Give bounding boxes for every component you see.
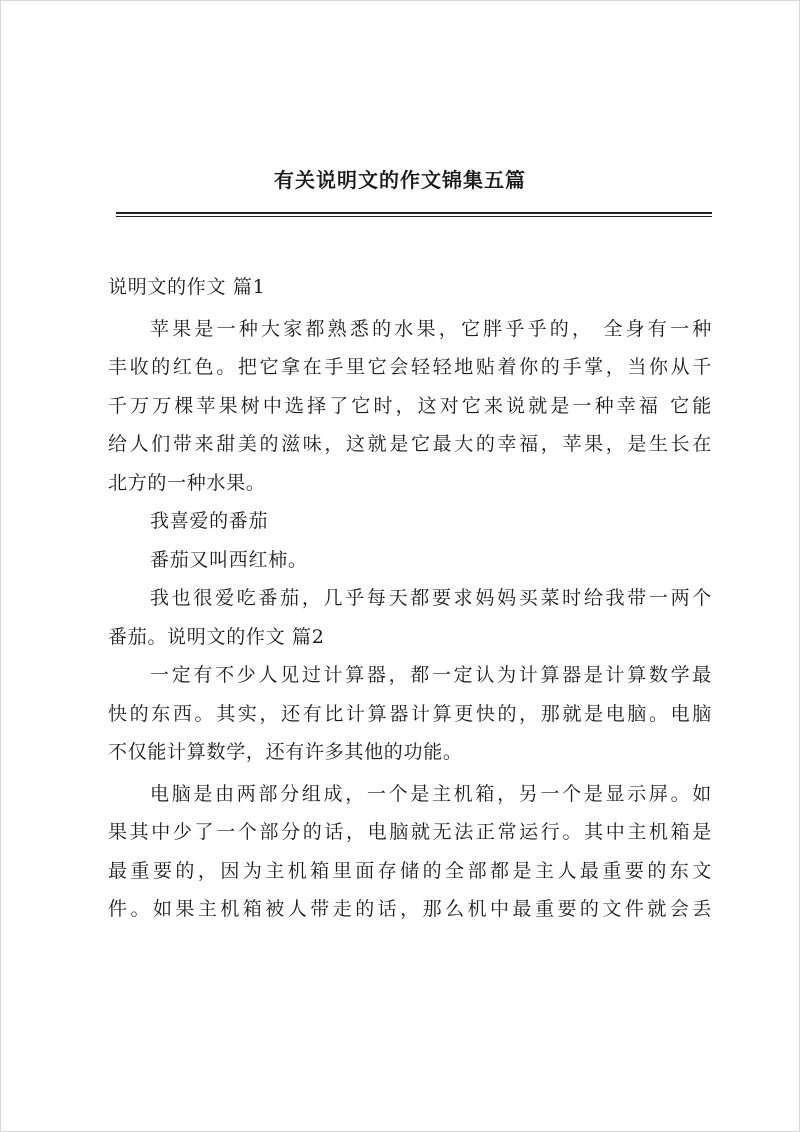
- section-heading: 说明文的作文 篇1: [108, 276, 266, 298]
- paragraph-line: 一定有不少人见过计算器，都一定认为计算器是计算数学最: [150, 664, 712, 686]
- title-rule-thick: [116, 212, 712, 214]
- paragraph-line: 电脑是由两部分组成，一个是主机箱，另一个是显示屏。如: [150, 782, 712, 805]
- section-heading: 番茄。说明文的作文 篇2: [108, 625, 325, 648]
- paragraph-line: 果其中少了一个部分的话，电脑就无法正常运行。其中主机箱是: [108, 821, 712, 843]
- paragraph-line: 快的东西。其实，还有比计算器计算更快的，那就是电脑。电脑: [108, 702, 712, 725]
- paragraph-line: 我喜爱的番茄: [150, 510, 269, 532]
- document-body: [108, 268, 712, 929]
- paragraph-line: 给人们带来甜美的滋味，这就是它最大的幸福，苹果，是生长在: [108, 433, 712, 455]
- paragraph-line: 最重要的，因为主机箱里面存储的全部都是主人最重要的东文: [108, 859, 712, 882]
- paragraph-line: 番茄又叫西红柿。: [150, 548, 308, 571]
- title-rule-thin: [116, 216, 712, 217]
- paragraph-line: 件。如果主机箱被人带走的话，那么机中最重要的文件就会丢: [108, 898, 712, 920]
- paragraph-line: 苹果是一种大家都熟悉的水果，它胖乎乎的， 全身有一种: [150, 317, 712, 340]
- paragraph-line: 不仅能计算数学，还有许多其他的功能。: [108, 741, 463, 763]
- paragraph-line: 千万万棵苹果树中选择了它时，这对它来说就是一种幸福 它能: [108, 394, 712, 417]
- paragraph-line: 我也很爱吃番茄，几乎每天都要求妈妈买菜时给我带一两个: [150, 587, 712, 609]
- paragraph-line: 北方的一种水果。: [108, 471, 266, 494]
- page-title: 有关说明文的作文锦集五篇: [274, 168, 526, 192]
- paragraph-line: 丰收的红色。把它拿在手里它会轻轻地贴着你的手掌，当你从千: [108, 356, 712, 378]
